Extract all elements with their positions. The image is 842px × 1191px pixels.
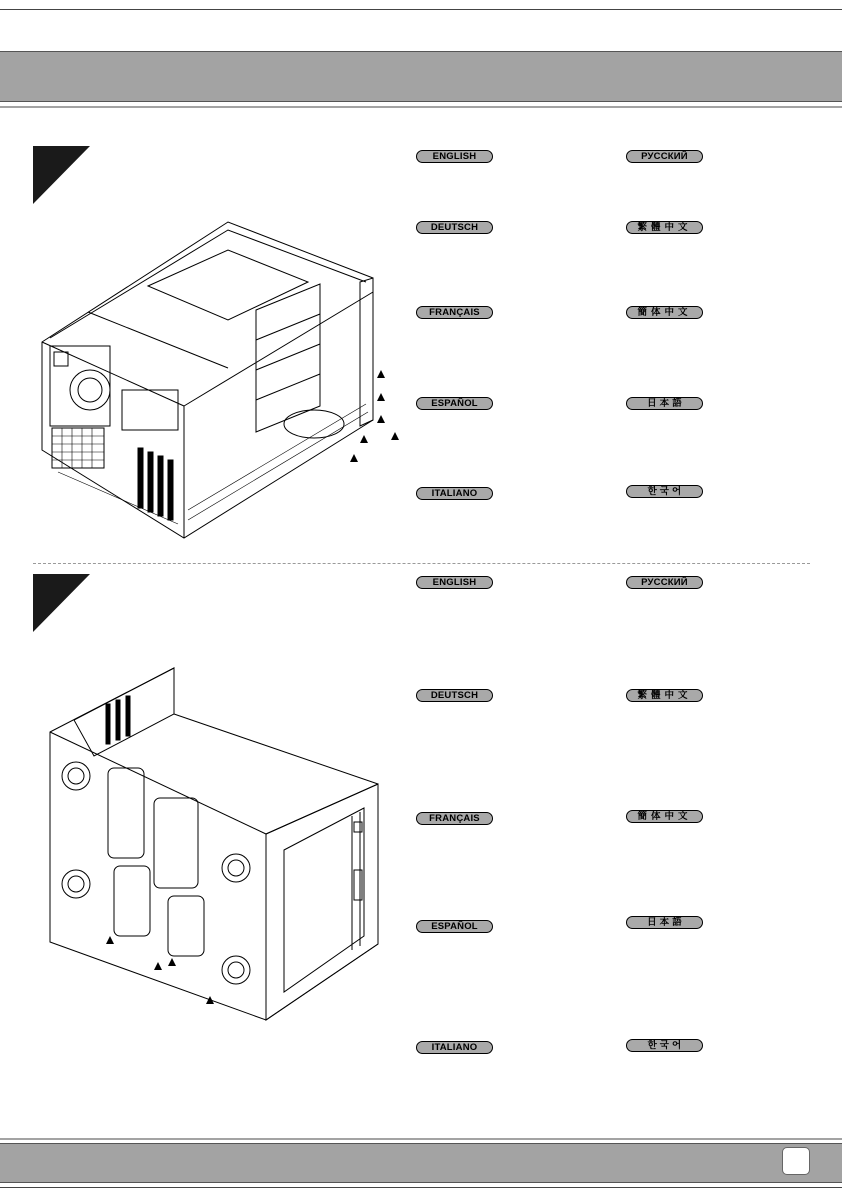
lang-tag-italiano: ITALIANO	[416, 1041, 493, 1054]
header-rule	[0, 106, 842, 108]
chassis-side-open-illustration	[38, 220, 408, 540]
lang-tag-traditional-chinese: 繁體中文	[626, 221, 703, 234]
lang-tag-japanese: 日 本 語	[626, 916, 703, 929]
lang-tag-traditional-chinese: 繁體中文	[626, 689, 703, 702]
lang-tag-simplified-chinese: 簡体中文	[626, 306, 703, 319]
chassis-bottom-illustration	[44, 660, 394, 1030]
header-band	[0, 51, 842, 102]
lang-tag-espanol: ESPAÑOL	[416, 920, 493, 933]
lang-tag-russian: РУССКИЙ	[626, 576, 703, 589]
section-divider	[33, 563, 810, 564]
lang-tag-korean: 한 국 어	[626, 1039, 703, 1052]
lang-tag-espanol: ESPAÑOL	[416, 397, 493, 410]
top-border-line	[0, 9, 842, 10]
lang-tag-francais: FRANÇAIS	[416, 306, 493, 319]
footer-rule	[0, 1138, 842, 1140]
lang-tag-francais: FRANÇAIS	[416, 812, 493, 825]
footer-band	[0, 1143, 842, 1183]
lang-tag-simplified-chinese: 簡体中文	[626, 810, 703, 823]
lang-tag-japanese: 日 本 語	[626, 397, 703, 410]
lang-tag-deutsch: DEUTSCH	[416, 689, 493, 702]
bottom-border-line	[0, 1187, 842, 1188]
lang-tag-russian: РУССКИЙ	[626, 150, 703, 163]
page-number-box	[782, 1147, 810, 1175]
lang-tag-english: ENGLISH	[416, 576, 493, 589]
lang-tag-italiano: ITALIANO	[416, 487, 493, 500]
lang-tag-deutsch: DEUTSCH	[416, 221, 493, 234]
lang-tag-english: ENGLISH	[416, 150, 493, 163]
lang-tag-korean: 한 국 어	[626, 485, 703, 498]
